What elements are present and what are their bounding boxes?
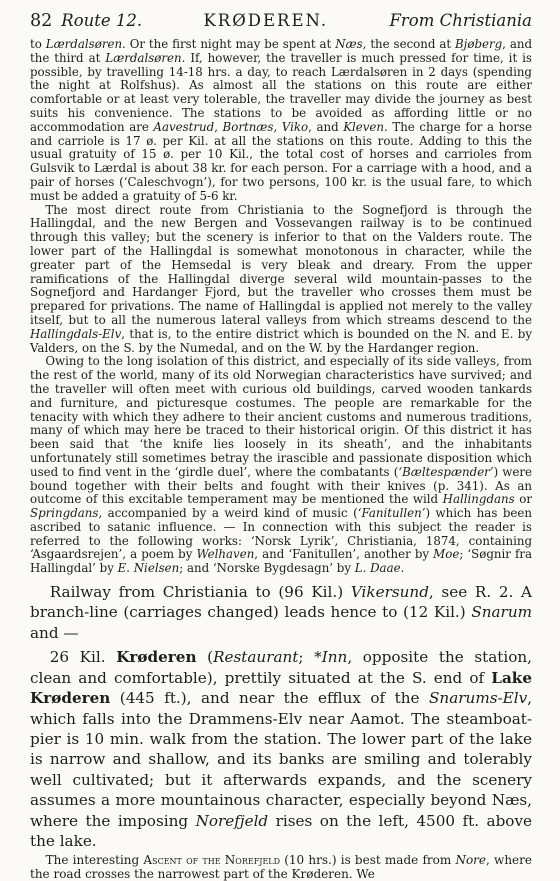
- text-run: . If, however, the traveller is much pressed for time, it is possible, by travelling 14-18 hrs. a day, to reach Lærdalsøren in 2 days (spending the night at Rolfshus). As almost all the stations on this route are either comfortable or at least very tolerable, the traveller may divide the journey as best suits his convenience. The stations to be avoided as affording little or no accommodation are: [30, 50, 532, 134]
- big-text-block: [30, 582, 532, 851]
- text-run: ; and ‘Norske Bygdesagn’ by: [179, 561, 355, 576]
- small-text-block: [30, 38, 532, 576]
- text-run: , and the third at: [30, 37, 533, 65]
- text-run: (445 ft.), and near the efflux of the: [110, 689, 430, 708]
- text-run: .: [400, 561, 405, 576]
- paragraph: [30, 582, 532, 643]
- italic-text: Lærdalsøren: [45, 37, 123, 51]
- italic-text: Welhaven: [196, 547, 255, 562]
- text-run: (10 hrs.) is best made from: [280, 853, 456, 868]
- text-run: The most direct route from Christiania to the Sognefjord is through the Hallingdal, and the new Bergen and Vossevangen railway is to be continued through this valley; but the scenery is inferior to that on the Valders route. The lower part of the Hallingdal is somewhat monotonous in character, while the greater part of the Hemsedal is very bleak and dreary. From the upper ramifications of the Hallingdal diverge several wild mountain-passes to the Sognefjord and Hardanger Fjord, but the traveller who crosses them must be prepared for privations. The name of Hallingdal is applied not merely to the valley itself, but to all the numerous lateral valleys from which streams descend to the: [30, 202, 532, 327]
- italic-text: Viko: [281, 119, 309, 134]
- body-text: [30, 38, 532, 881]
- text-run: . The charge for a horse and carriole is 17 ø. per Kil. at all the stations on this route. Adding to this the usual gratuity of 15 ø. per 10 Kil., the total cost of horses and carrioles from Gulsvik to Lærdal is about 38 kr. for each person. For a carriage with a hood, and a pair of horses (‘Caleschvogn’), for two persons, 100 kr. is the usual fare, to which must be added a gratuity of 5-6 kr.: [30, 119, 533, 203]
- foot-text-block: [30, 853, 532, 881]
- text-run: ; ‘Søgnir fra Hallingdal’ by: [30, 547, 533, 576]
- bold-text: Lake Krøderen: [30, 668, 532, 708]
- italic-text: Snarums-Elv: [429, 689, 528, 708]
- text-run: and —: [30, 623, 79, 642]
- text-run: The interesting: [45, 853, 144, 868]
- italic-text: Bjøberg: [455, 37, 503, 51]
- paragraph: [30, 204, 532, 356]
- text-run: . Or the first night may be spent at: [122, 37, 336, 51]
- text-run: ,: [273, 119, 282, 134]
- paragraph: [30, 853, 532, 881]
- text-run: Owing to the long isolation of this district, and especially of its side valleys, from the rest of the world, many of its old Norwegian characteristics have survived; and the traveller will often meet with curious old buildings, carved wooden tankards and furniture, and picturesque costumes. The people are remarkable for the tenacity with which they adhere to their ancient customs and numerous traditions, many of which may here be traced to their historical origin. Of this district it has been said that ‘the knife lies loosely in its sheath’, and the inhabitants unfortunately still sometimes betray the irascible and passionate disposition which used to find vent in the ‘girdle duel’, where the combatants (: [30, 354, 532, 479]
- italic-text: Hallingdals-Elv: [30, 326, 122, 341]
- text-run: Railway from Christiania to (96 Kil.): [49, 583, 351, 602]
- italic-text: ‘Fanitullen’: [357, 506, 426, 521]
- text-run: , and ‘Fanitullen’, another by: [254, 547, 434, 562]
- text-run: , see R. 2. A branch-line (carriages changed) leads hence to (12 Kil.): [30, 583, 532, 622]
- page-title: KRØDEREN.: [203, 11, 329, 30]
- italic-text: E. Nielsen: [117, 561, 180, 576]
- paragraph: [30, 647, 532, 851]
- text-run: (: [196, 648, 214, 667]
- text-run: ) were bound together with their belts and fought with their knives (p. 341). As an outcome of this excitable temperament may be mentioned the wild: [30, 464, 532, 507]
- italic-text: Hallingdans: [442, 492, 515, 507]
- italic-text: Snarum: [471, 603, 532, 622]
- running-header: [30, 10, 532, 34]
- header-left: [30, 10, 142, 32]
- italic-text: L. Daae: [354, 561, 401, 576]
- small-caps-text: Ascent of the Norefjeld: [143, 853, 281, 868]
- page-number: 82: [30, 11, 53, 31]
- text-run: or: [514, 492, 533, 507]
- italic-text: Bortnæs: [222, 119, 274, 134]
- text-run: , the second at: [362, 37, 456, 51]
- italic-text: Nore: [455, 853, 487, 868]
- text-run: rises on the left, 4500 ft. above the lake.: [30, 811, 533, 850]
- region-label: From Christiania: [389, 11, 532, 30]
- text-run: , which falls into the Drammens-Elv near Aamot. The steamboat-pier is 10 min. walk from the station. The lower part of the lake is narrow and shallow, and its banks are smiling and tolerably well cultivated; but it afterwards expands, and the scenery assumes a more mountainous character, especially beyond Næs, where the imposing: [30, 689, 532, 830]
- text-run: , accompanied by a weird kind of music (: [98, 506, 358, 521]
- text-run: to: [30, 37, 46, 51]
- text-run: ; *: [298, 648, 322, 667]
- italic-text: Næs: [335, 37, 363, 51]
- text-run: ,: [214, 119, 223, 134]
- italic-text: Aavestrud: [153, 119, 215, 134]
- italic-text: Moe: [433, 547, 460, 562]
- text-run: ) which has been ascribed to satanic influence. — In connection with this subject the reader is referred to the following works: ‘Norsk Lyrik’, Christiania, 1874, containing ‘Asgaardsrejen’, a poem by: [30, 506, 532, 562]
- italic-text: Springdans: [30, 506, 99, 521]
- bold-text: Krøderen: [116, 648, 197, 667]
- paragraph: [30, 355, 532, 576]
- italic-text: ‘Bæltespænder’: [398, 464, 494, 479]
- italic-text: Lærdalsøren: [105, 50, 182, 65]
- paragraph: [30, 38, 532, 204]
- text-run: , where the road crosses the narrowest part of the Krøderen. We: [30, 853, 532, 881]
- italic-text: Norefjeld: [195, 811, 269, 830]
- italic-text: Kleven: [343, 119, 385, 134]
- italic-text: Vikersund: [350, 583, 429, 602]
- text-run: , opposite the station, clean and comfortable), prettily situated at the S. end of: [30, 648, 532, 687]
- text-run: , and: [308, 119, 344, 134]
- italic-text: Restaurant: [213, 648, 299, 667]
- text-run: , that is, to the entire district which is bounded on the N. and E. by Valders, on the S. by the Numedal, and on the W. by the Hardanger region.: [30, 326, 532, 355]
- route-label: Route 12.: [61, 11, 143, 30]
- italic-text: Inn: [321, 648, 348, 667]
- text-run: 26 Kil.: [49, 648, 117, 667]
